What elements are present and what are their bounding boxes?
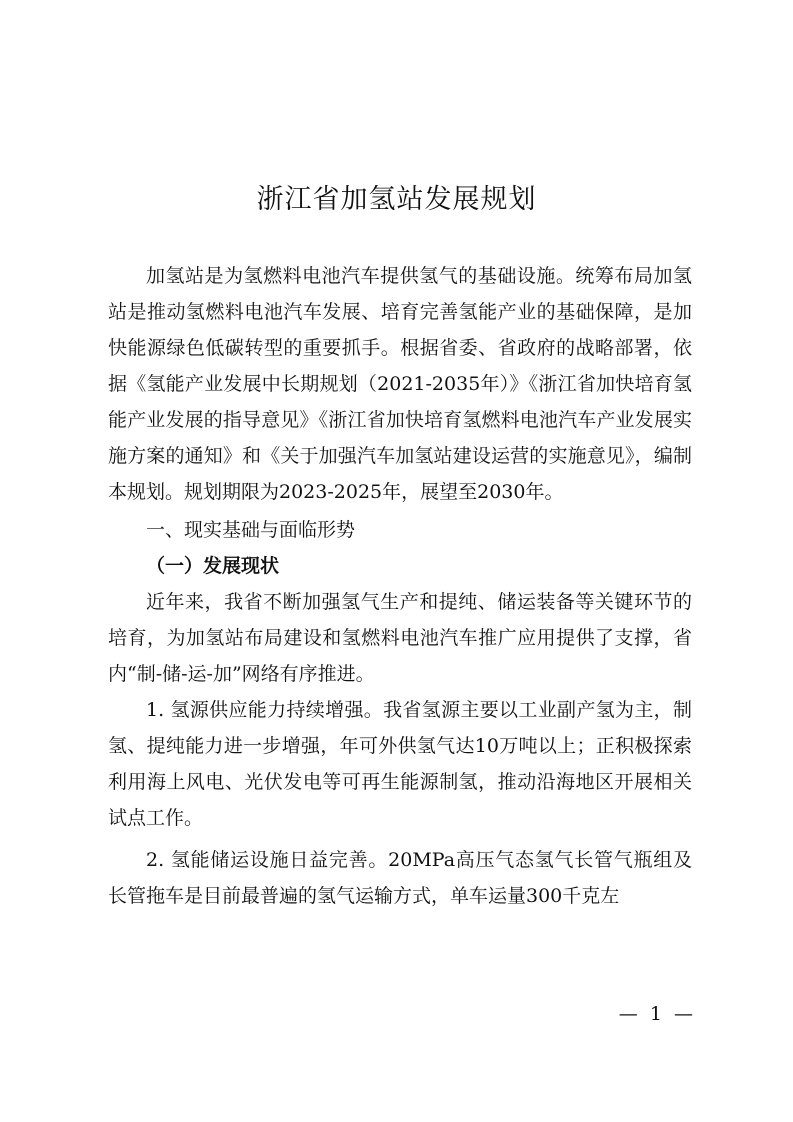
subsection-heading: （一）发展现状 bbox=[146, 555, 280, 577]
page-number: — 1 — bbox=[618, 1003, 693, 1025]
section-heading: 一、现实基础与面临形势 bbox=[146, 519, 356, 541]
document-title: 浙江省加氢站发展规划 bbox=[256, 184, 537, 215]
hydrogen-storage-paragraph: 2. 氢能储运设施日益完善。20MPa高压气态氢气长管气瓶组及长管拖车是目前最普遍的氢气运输方式，单车运量300千克左 bbox=[108, 849, 692, 907]
status-paragraph: 近年来，我省不断加强氢气生产和提纯、储运装备等关键环节的培育，为加氢站布局建设和氢燃料电池汽车推广应用提供了支撑，省内“制-储-运-加”网络有序推进。 bbox=[108, 591, 692, 685]
hydrogen-supply-paragraph: 1. 氢源供应能力持续增强。我省氢源主要以工业副产氢为主，制氢、提纯能力进一步增强，年可外供氢气达10万吨以上；正积极探索利用海上风电、光伏发电等可再生能源制氢，推动沿海地区开展相关试点工作。 bbox=[108, 699, 692, 829]
intro-paragraph: 加氢站是为氢燃料电池汽车提供氢气的基础设施。统筹布局加氢站是推动氢燃料电池汽车发展、培育完善氢能产业的基础保障，是加快能源绿色低碳转型的重要抓手。根据省委、省政府的战略部署，依据《氢能产业发展中长期规划（2021-2035年）》《浙江省加快培育氢能产业发展的指导意见》《浙江省加快培育氢燃料电池汽车产业发展实施方案的通知》和《关于加强汽车加氢站建设运营的实施意见》，编制本规划。规划期限为2023-2025年，展望至2030年。 bbox=[108, 265, 692, 503]
document-body bbox=[108, 258, 692, 914]
